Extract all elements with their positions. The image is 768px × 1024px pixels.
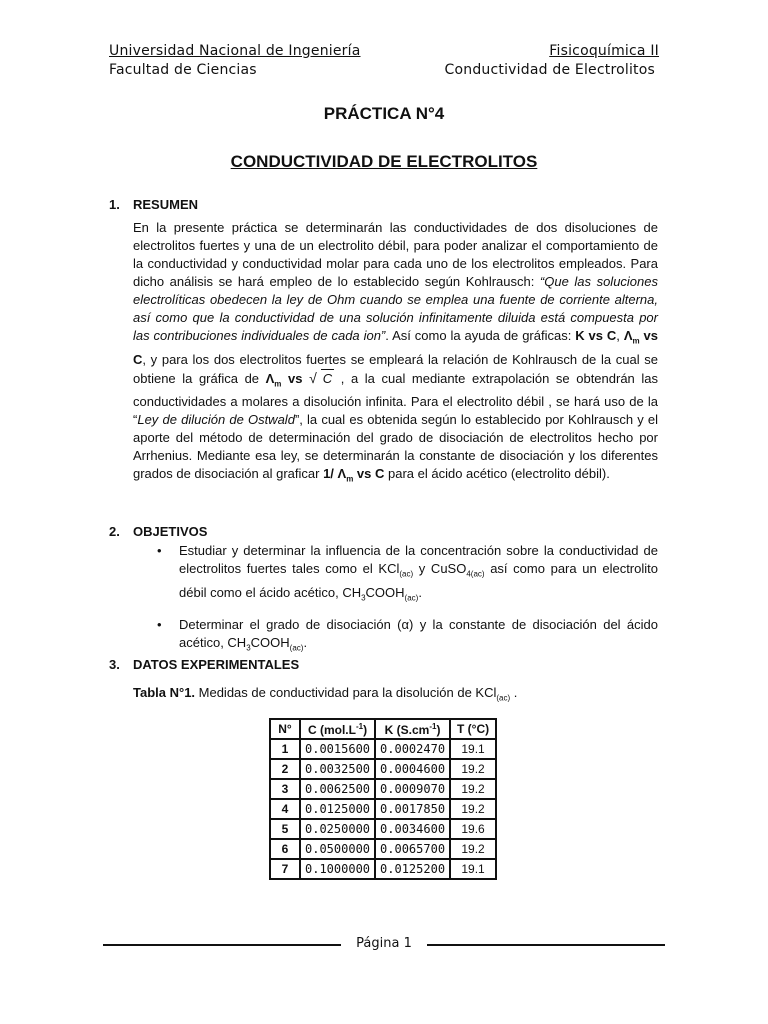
conductivity-cell: 0.0009070 xyxy=(375,779,450,799)
graph-label xyxy=(323,466,385,484)
row-number: 3 xyxy=(270,779,300,799)
objective-item xyxy=(155,616,658,658)
concentration-cell: 0.1000000 xyxy=(300,859,375,879)
summary-paragraph xyxy=(133,219,658,489)
bullet-icon: • xyxy=(157,543,162,558)
objective-text: Determinar el grado de disociación (α) y la constante de disociación del ácido acético, CH xyxy=(179,617,658,651)
section-resumen-heading xyxy=(109,197,198,212)
header-n: N° xyxy=(270,719,300,739)
concentration-cell: 0.0015600 xyxy=(300,739,375,759)
subscript: (ac) xyxy=(496,693,511,703)
graph-label-text: vs C xyxy=(353,466,385,482)
conductivity-cell: 0.0017850 xyxy=(375,799,450,819)
superscript: -1 xyxy=(355,721,364,731)
row-number: 6 xyxy=(270,839,300,859)
caption-label: Tabla N°1. xyxy=(133,685,196,700)
bullet-icon: • xyxy=(157,617,162,633)
conductivity-cell: 0.0002470 xyxy=(375,739,450,759)
page-value: 1 xyxy=(403,936,412,951)
graph-label-text: vs xyxy=(281,370,310,386)
page-number xyxy=(341,936,427,951)
objective-item xyxy=(155,542,658,607)
conductivity-table xyxy=(269,718,497,880)
conductivity-cell: 0.0004600 xyxy=(375,759,450,779)
conductivity-cell: 0.0125200 xyxy=(375,859,450,879)
section-title: DATOS EXPERIMENTALES xyxy=(133,657,300,672)
table-row xyxy=(270,859,496,879)
footer-divider-left xyxy=(103,944,341,946)
header-temperature: T (°C) xyxy=(450,719,496,739)
caption-text: Medidas de conductividad para la disolución de KCl xyxy=(195,685,497,700)
row-number: 5 xyxy=(270,819,300,839)
row-number: 7 xyxy=(270,859,300,879)
superscript: -1 xyxy=(429,721,437,731)
subscript: 3 xyxy=(361,593,366,603)
summary-text: , y para los dos electrolitos fuertes se empleará la relación de Kohlrausch de la cual se obtiene la gráfica de xyxy=(133,351,658,386)
table-row xyxy=(270,759,496,779)
sqrt-argument: C xyxy=(322,370,333,386)
subscript: 3 xyxy=(246,643,251,653)
graph-label: K vs C xyxy=(575,328,617,343)
conductivity-cell: 0.0065700 xyxy=(375,839,450,859)
topic-name: Conductividad de Electrolitos xyxy=(444,62,655,78)
objective-text: COOH xyxy=(365,584,405,600)
page-title: PRÁCTICA N°4 xyxy=(323,104,445,123)
concentration-cell: 0.0250000 xyxy=(300,819,375,839)
subscript: (ac) xyxy=(399,569,414,579)
table-caption xyxy=(133,685,517,703)
table-row xyxy=(270,779,496,799)
lambda-symbol: Λ xyxy=(623,328,633,343)
header-conductivity xyxy=(375,719,450,739)
row-number: 2 xyxy=(270,759,300,779)
row-number: 1 xyxy=(270,739,300,759)
section-objetivos-heading xyxy=(109,524,207,539)
summary-text: . Así como la ayuda de gráficas: xyxy=(385,328,576,343)
subscript: m xyxy=(274,379,282,389)
section-number: 1. xyxy=(109,197,120,212)
row-number: 4 xyxy=(270,799,300,819)
subscript: (ac) xyxy=(289,643,304,653)
university-name: Universidad Nacional de Ingeniería xyxy=(109,43,361,59)
sqrt-symbol: √ xyxy=(309,369,317,386)
header-concentration xyxy=(300,719,375,739)
temperature-cell: 19.2 xyxy=(450,759,496,779)
header-row-1 xyxy=(109,43,659,59)
objective-text: . xyxy=(303,635,308,651)
page-subtitle: CONDUCTIVIDAD DE ELECTROLITOS xyxy=(230,152,538,171)
objective-text: . xyxy=(418,584,422,600)
caption-text: . xyxy=(510,685,518,700)
section-datos-heading xyxy=(109,657,299,672)
summary-text: En la presente práctica se determinarán las conductividades de dos disoluciones de electrolitos fuertes y una de un electrolito débil, para poder analizar el comportamiento de la conductividad y conductividad molar para cada uno de los electrolitos empleados. Para dicho análisis se hará empleo de lo establecido según Kohlrausch: xyxy=(133,220,658,289)
temperature-cell: 19.2 xyxy=(450,799,496,819)
summary-text: , a la cual mediante extrapolación se obtendrán las conductividades a molares a disolución infinita. Para el electrolito débil , se hará uso de la “ xyxy=(133,370,658,428)
section-title: RESUMEN xyxy=(133,197,199,212)
footer-divider-right xyxy=(427,944,665,946)
summary-text: para el ácido acético (electrolito débil). xyxy=(384,466,610,482)
temperature-cell: 19.2 xyxy=(450,839,496,859)
header-text: ) xyxy=(436,722,441,737)
lambda-symbol: 1/ Λ xyxy=(323,466,347,482)
ostwald-law: Ley de dilución de Ostwald xyxy=(137,412,295,428)
course-name: Fisicoquímica II xyxy=(549,43,659,59)
temperature-cell: 19.2 xyxy=(450,779,496,799)
page-label: Página xyxy=(356,936,400,951)
subscript: (ac) xyxy=(404,593,419,603)
summary-text: , xyxy=(616,328,624,343)
concentration-cell: 0.0032500 xyxy=(300,759,375,779)
summary-text: ”, la cual es obtenida según lo establecido por Kohlrausch y el aporte del método de determinación del grado de disociación de electrolitos hecho por Arrhenius. Mediante esa ley, se determinarán la constante de disociación y los diferentes grados de disociación al graficar xyxy=(133,412,659,482)
conductivity-cell: 0.0034600 xyxy=(375,819,450,839)
kohlrausch-quote: “Que las soluciones electrolíticas obedecen la ley de Ohm cuando se emplea una fuente de corriente alterna, así como que la conductividad de una solución infinitamente diluida está compuesta por las contribuciones individuales de cada ion” xyxy=(133,274,659,343)
header-text: K (S.cm xyxy=(384,722,430,737)
section-number: 2. xyxy=(109,524,120,539)
objectives-list xyxy=(155,542,658,667)
graph-label xyxy=(265,370,310,389)
objective-text: así como para un electrolito débil como el ácido acético, CH xyxy=(179,561,658,600)
temperature-cell: 19.6 xyxy=(450,819,496,839)
objective-text: y CuSO xyxy=(413,561,467,576)
faculty-name: Facultad de Ciencias xyxy=(109,62,257,78)
subscript: m xyxy=(346,474,354,484)
table-row xyxy=(270,799,496,819)
temperature-cell: 19.1 xyxy=(450,859,496,879)
lambda-symbol: Λ xyxy=(265,370,275,386)
subscript: m xyxy=(632,336,640,346)
table-row xyxy=(270,739,496,759)
header-text: C (mol.L xyxy=(307,722,356,737)
graph-label-text: vs C xyxy=(133,328,658,367)
table-row xyxy=(270,819,496,839)
header-row-2 xyxy=(109,62,659,78)
table-row xyxy=(270,839,496,859)
concentration-cell: 0.0125000 xyxy=(300,799,375,819)
header-text: ) xyxy=(363,722,368,737)
concentration-cell: 0.0062500 xyxy=(300,779,375,799)
table-body xyxy=(270,739,496,879)
objective-text: Estudiar y determinar la influencia de la concentración sobre la conductividad de electrolitos fuertes tales como el KCl xyxy=(179,543,658,576)
concentration-cell: 0.0500000 xyxy=(300,839,375,859)
section-number: 3. xyxy=(109,657,120,672)
objective-text: COOH xyxy=(250,635,290,651)
subscript: 4(ac) xyxy=(466,569,485,579)
section-title: OBJETIVOS xyxy=(133,524,208,539)
temperature-cell: 19.1 xyxy=(450,739,496,759)
table-header-row xyxy=(270,719,496,739)
